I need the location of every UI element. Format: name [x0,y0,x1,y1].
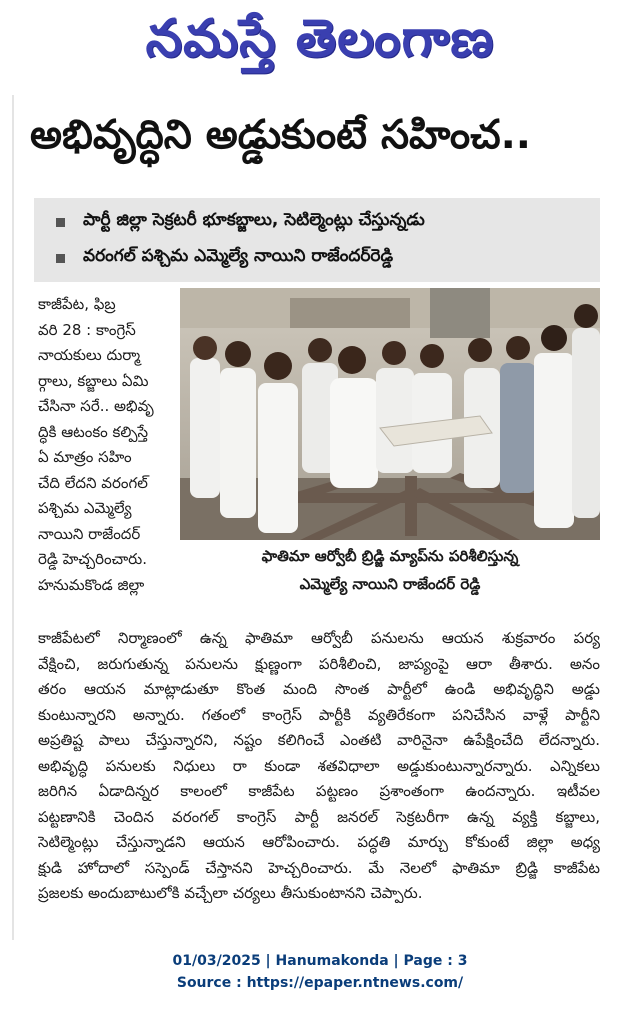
text-line: అప్రతిష్ట పాలు చేస్తున్నారని, నష్టం కలిగించే ఎంతటి వారినైనా ఉపేక్షించేది లేదన్నారు. [38,731,600,749]
photo-caption [180,542,600,602]
footer [0,950,640,994]
footer-date-edition: 01/03/2025 | Hanumakonda | Page : 3 [172,953,468,969]
text-line: వేక్షించి, జరుగుతున్న పనులను క్షుణ్ణంగా పరిశీలించి, జాప్యంపై ఆరా తీశారు. అనం [38,654,600,673]
text-line: కుంటున్నారని అన్నారు. గతంలో కాంగ్రెస్ పార్టీకి వ్యతిరేకంగా పనిచేసిన వాళ్లే పార్టీని [38,705,600,724]
text-line: పట్టణానికి చెందిన వరంగల్ కాంగ్రెస్ పార్టీ జనరల్ సెక్రటరీగా ఉన్న వ్యక్తి కబ్జాలు, [38,807,600,826]
text-line: పశ్చిమ ఎమ్మెల్యే [38,499,132,517]
subhead-box [34,198,600,282]
photo-illustration [180,288,600,540]
subhead-item [56,205,425,239]
article-column-text [38,292,174,598]
square-bullet-icon [56,218,65,227]
text-line: తరం ఆయన మాట్లాడుతూ కొంత మంది సొంత పార్టీలో ఉండి అభివృద్ధిని అడ్డు [38,680,600,698]
text-line: ఏ మాత్రం సహిం [38,448,132,466]
footer-source: Source : https://epaper.ntnews.com/ [176,975,464,991]
text-line: సెటిల్మెంట్లు చేస్తున్నాడని ఆయన ఆరోపించారు. పద్ధతి మార్చు కోకుంటే జిల్లా అధ్య [38,833,600,851]
text-line: ద్ధికి ఆటంకం కల్పిస్తే [38,422,148,441]
headline: అభివృద్ధిని అడ్డుకుంటే సహించ.. [30,112,532,158]
text-line: నాయిని రాజేందర్ [38,524,141,543]
text-line: జరిగిన ఏడాదిన్నర కాలంలో కాజీపేట పట్టణం ప్రశాంతంగా ఉందన్నారు. ఇటీవల [38,782,600,800]
subhead-text: వరంగల్ పశ్చిమ ఎమ్మెల్యే నాయిని రాజేందర్‌రెడ్డి [83,246,394,266]
text-line: నాయకులు దుర్మా [38,346,141,364]
text-line: అభివృద్ధి పనులకు నిధులు రా కుండా శతవిధాలా అడ్డుకుంటున్నారన్నారు. ఎన్నికలు [38,756,600,775]
text-line: క్షుడి హోదాలో సస్పెండ్ చేస్తానని హెచ్చరించారు. మే నెలలో ఫాతిమా బ్రిడ్జి కాజీపేట [38,858,600,877]
text-line: రెడ్డి హెచ్చరించారు. [38,550,147,568]
text-line: చేసినా సరే.. అభివృ [38,397,154,415]
article-body-text [38,626,600,907]
square-bullet-icon [56,254,65,263]
text-line: కాజీపేట, ఫిబ్ర [38,295,116,313]
subhead-text: పార్టీ జిల్లా సెక్రటరీ భూకబ్జాలు, సెటిల్మెంట్లు చేస్తున్నడు [83,210,425,230]
subhead-item [56,241,393,275]
text-line: ప్రజలకు అందుబాటులోకి వచ్చేలా చర్యలు తీసుకుంటానని చెప్పారు. [38,884,423,902]
newspaper-logo: నమస్తే తెలంగాణ [145,8,495,69]
text-line: వరి 28 : కాంగ్రెస్ [38,320,136,339]
text-line: హనుమకొండ జిల్లా [38,575,145,594]
news-photo [180,288,600,540]
caption-line: ఎమ్మెల్యే నాయిని రాజేందర్ రెడ్డి [299,575,481,593]
text-line: ర్గాలు, కబ్జాలు ఏమి [38,371,149,390]
text-line: చేది లేదని వరంగల్ [38,473,148,492]
text-line: కాజీపేటలో నిర్మాణంలో ఉన్న ఫాతిమా ఆర్వోబీ పనులను ఆయన శుక్రవారం పర్య [38,629,600,647]
caption-line: ఫాతిమా ఆర్వోబీ బ్రిడ్జి మ్యాప్‌ను పరిశీలిస్తున్న [261,547,519,565]
masthead [0,0,640,90]
